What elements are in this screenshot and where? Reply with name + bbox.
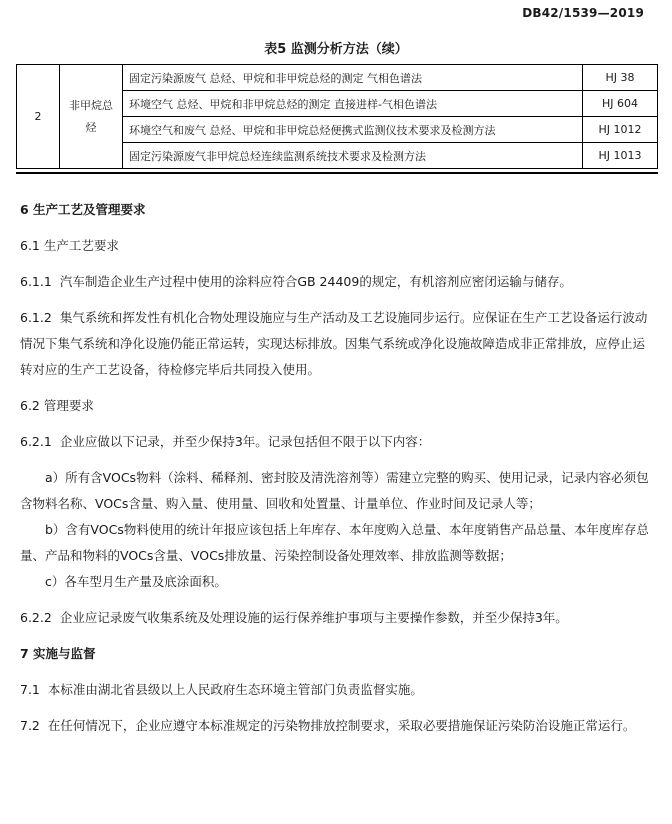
row-number-cell: 2 <box>17 65 60 169</box>
clause-7-1 <box>20 677 652 703</box>
table-row <box>17 65 658 91</box>
clause-text: 在任何情况下，企业应遵守本标准规定的污染物排放控制要求，采取必要措施保证污染防治设施正常运行。 <box>47 718 636 733</box>
clause-number: 6.1.2 <box>20 310 52 325</box>
clause-7-2 <box>20 713 652 739</box>
section-7-heading: 7 实施与监督 <box>20 646 96 661</box>
pollutant-cell: 非甲烷总烃 <box>60 65 123 169</box>
method-name-cell: 固定污染源废气非甲烷总烃连续监测系统技术要求及检测方法 <box>123 143 583 169</box>
table-bottom-rule <box>16 172 658 174</box>
clause-text: 本标准由湖北省县级以上人民政府生态环境主管部门负责监督实施。 <box>47 682 423 697</box>
clause-text: 企业应记录废气收集系统及处理设施的运行保养维护事项与主要操作参数，并至少保持3年。 <box>59 610 568 625</box>
section-6-heading: 6 生产工艺及管理要求 <box>20 202 146 217</box>
list-item-c: c）各车型月生产量及底涂面积。 <box>45 574 227 589</box>
clause-text: 企业应做以下记录，并至少保持3年。记录包括但不限于以下内容： <box>59 434 431 449</box>
clause-number: 7.1 <box>20 682 40 697</box>
method-name-cell: 环境空气 总烃、甲烷和非甲烷总烃的测定 直接进样-气相色谱法 <box>123 91 583 117</box>
standard-code-cell: HJ 604 <box>583 91 658 117</box>
section-6-1-heading: 6.1 生产工艺要求 <box>20 238 119 253</box>
clause-6-1-1 <box>20 269 652 295</box>
document-body <box>20 197 652 739</box>
section-6-2-heading: 6.2 管理要求 <box>20 398 94 413</box>
list-item-b: b）含有VOCs物料使用的统计年报应该包括上年库存、本年度购入总量、本年度销售产品总量、本年度库存总量、产品和物料的VOCs含量、VOCs排放量、污染控制设备处理效率、排放监测等数据； <box>20 522 649 563</box>
table-title: 表5 监测分析方法（续） <box>264 42 408 57</box>
standard-code-cell: HJ 1013 <box>583 143 658 169</box>
clause-number: 6.2.1 <box>20 434 52 449</box>
standard-code-cell: HJ 38 <box>583 65 658 91</box>
clause-number: 6.2.2 <box>20 610 52 625</box>
clause-number: 7.2 <box>20 718 40 733</box>
monitoring-methods-table <box>16 64 658 169</box>
clause-6-2-2 <box>20 605 652 631</box>
standard-code-cell: HJ 1012 <box>583 117 658 143</box>
clause-6-1-2 <box>20 305 652 383</box>
clause-text: 汽车制造企业生产过程中使用的涂料应符合GB 24409的规定，有机溶剂应密闭运输与储存。 <box>59 274 572 289</box>
clause-number: 6.1.1 <box>20 274 52 289</box>
method-name-cell: 固定污染源废气 总烃、甲烷和非甲烷总烃的测定 气相色谱法 <box>123 65 583 91</box>
list-item-a: a）所有含VOCs物料（涂料、稀释剂、密封胶及清洗溶剂等）需建立完整的购买、使用记录，记录内容必须包含物料名称、VOCs含量、购入量、使用量、回收和处置量、计量单位、作业时间及记录人等； <box>20 470 649 511</box>
method-name-cell: 环境空气和废气 总烃、甲烷和非甲烷总烃便携式监测仪技术要求及检测方法 <box>123 117 583 143</box>
standard-number: DB42/1539—2019 <box>522 6 644 20</box>
clause-text: 集气系统和挥发性有机化合物处理设施应与生产活动及工艺设施同步运行。应保证在生产工艺设备运行波动情况下集气系统和净化设施仍能正常运转，实现达标排放。因集气系统或净化设施故障造成非正常排放，应停止运转对应的生产工艺设备，待检修完毕后共同投入使用。 <box>20 310 648 377</box>
clause-6-2-1 <box>20 429 652 455</box>
